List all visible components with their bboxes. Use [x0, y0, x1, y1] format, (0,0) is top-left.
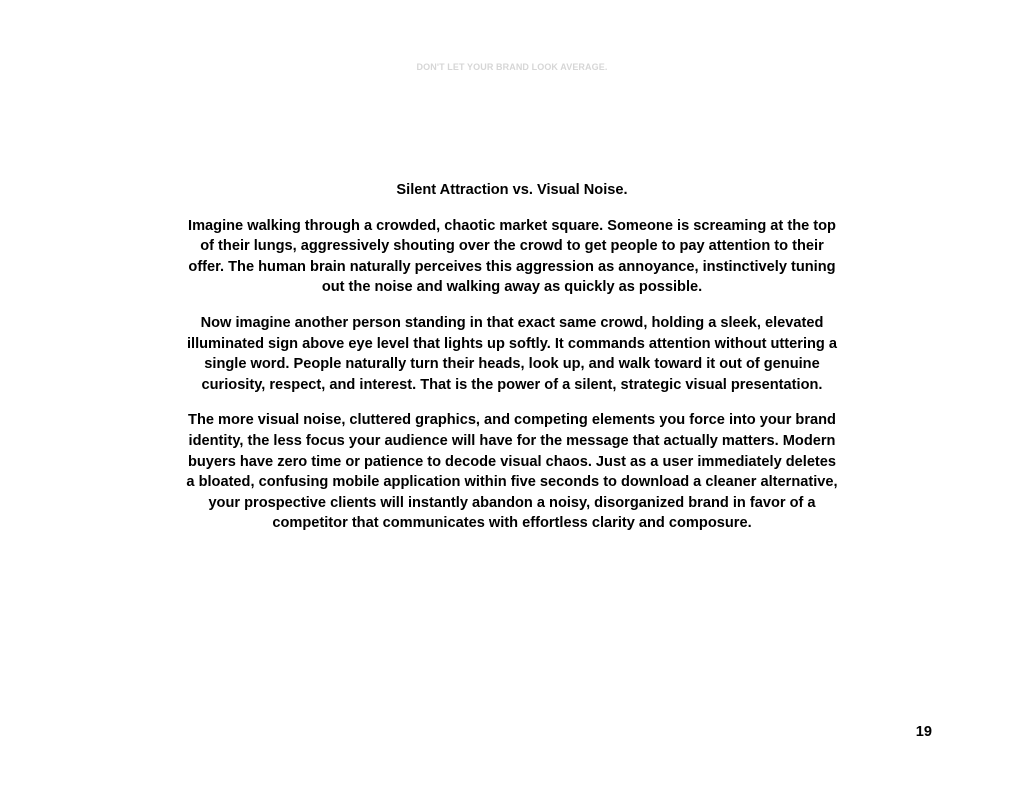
page-body [186, 180, 838, 549]
paragraph-1: Imagine walking through a crowded, chaotic market square. Someone is screaming at the top of their lungs, aggressively shouting over the crowd to get people to pay attention to their offer. The human brain naturally perceives this aggression as annoyance, instinctively tuning out the noise and walking away as quickly as possible. [188, 217, 836, 296]
paragraph-2: Now imagine another person standing in that exact same crowd, holding a sleek, elevated illuminated sign above eye level that lights up softly. It commands attention without uttering a single word. People naturally turn their heads, look up, and walk toward it out of genuine curiosity, respect, and interest. That is the power of a silent, strategic visual presentation. [186, 314, 838, 393]
running-header: DON'T LET YOUR BRAND LOOK AVERAGE. [416, 62, 608, 72]
page-number: 19 [915, 724, 932, 740]
paragraph-3: The more visual noise, cluttered graphics, and competing elements you force into your brand identity, the less focus your audience will have for the message that actually matters. Modern buyers have zero time or patience to decode visual chaos. Just as a user immediately deletes a bloated, confusing mobile application within five seconds to download a cleaner alternative, your prospective clients will instantly abandon a noisy, disorganized brand in favor of a competitor that communicates with effortless clarity and composure. [186, 412, 838, 532]
section-heading: Silent Attraction vs. Visual Noise. [396, 182, 628, 198]
